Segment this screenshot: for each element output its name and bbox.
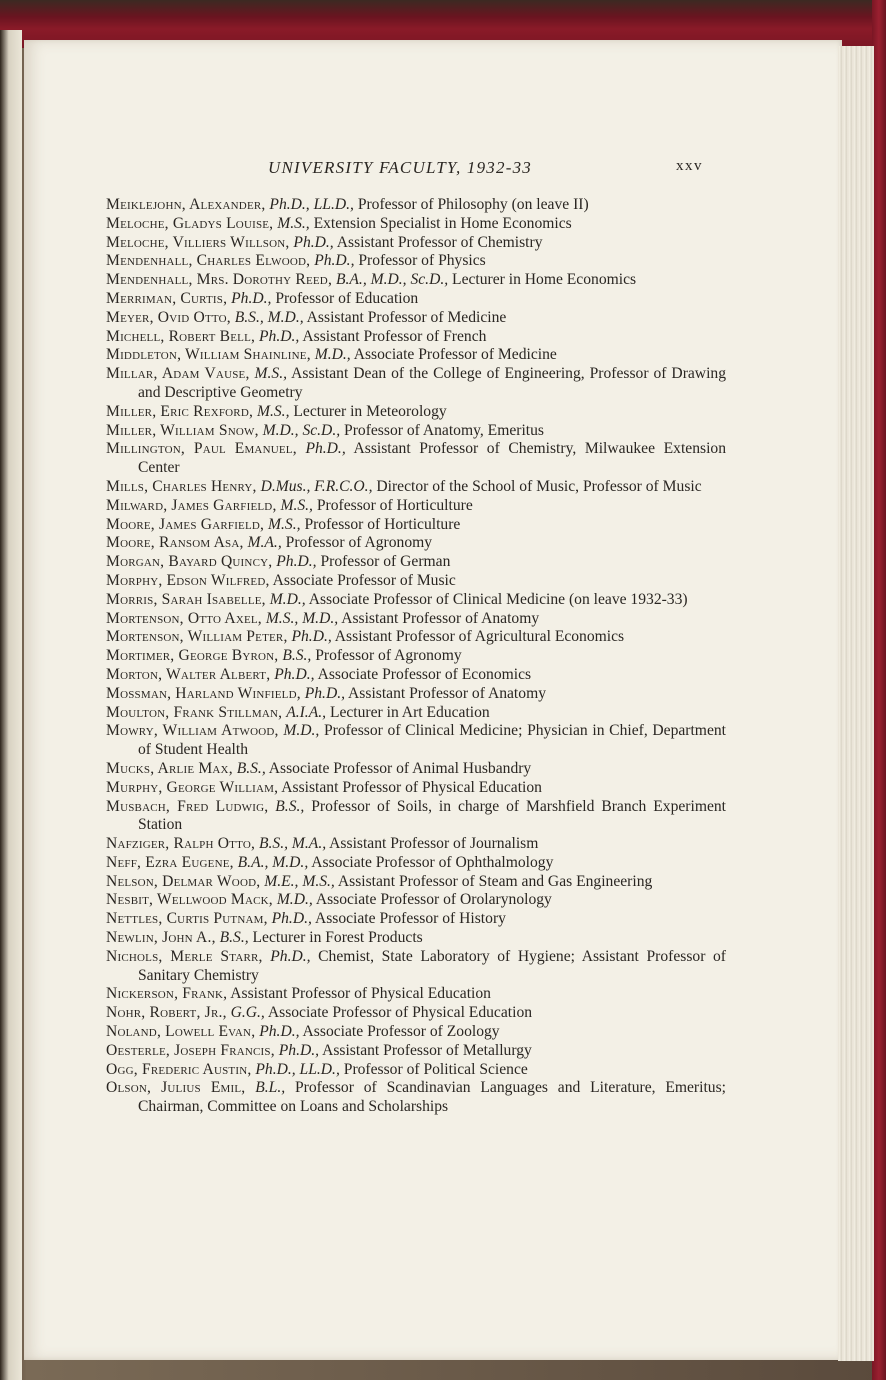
faculty-degrees: Ph.D.,	[293, 233, 334, 251]
faculty-title: Professor of Philosophy (on leave II)	[357, 196, 589, 213]
faculty-degrees: B.L.,	[255, 1079, 286, 1097]
faculty-title: Lecturer in Forest Products	[252, 929, 423, 947]
faculty-title: Assistant Professor of Journalism	[329, 835, 539, 853]
faculty-name: Miller, Eric Rexford,	[106, 402, 254, 420]
faculty-title: Professor of Horticulture	[316, 496, 473, 514]
faculty-title: Professor of Clinical Medicine; Physician in Chief, Department of Student Health	[138, 722, 726, 759]
faculty-degrees: Ph.D., LL.D.,	[255, 1060, 340, 1078]
faculty-entry	[106, 929, 726, 948]
faculty-entry	[106, 891, 726, 910]
faculty-entry	[106, 422, 726, 441]
faculty-title: Assistant Professor of Anatomy	[341, 609, 540, 627]
faculty-title: Professor of Agronomy	[285, 534, 433, 552]
faculty-name: Nettles, Curtis Putnam,	[106, 910, 268, 928]
faculty-degrees: B.S.,	[219, 929, 249, 947]
faculty-entry	[106, 271, 726, 290]
faculty-name: Mortenson, Otto Axel,	[106, 609, 262, 627]
faculty-entry	[106, 1061, 726, 1080]
faculty-name: Neff, Ezra Eugene,	[106, 853, 234, 871]
faculty-name: Mendenhall, Charles Elwood,	[106, 252, 311, 270]
faculty-entry	[106, 873, 726, 892]
faculty-title: Assistant Dean of the College of Engineering, Professor of Drawing and Descriptive Geometry	[138, 365, 726, 401]
faculty-title: Lecturer in Art Education	[329, 703, 490, 721]
faculty-title: Assistant Professor of Metallurgy	[322, 1041, 532, 1059]
faculty-name: Olson, Julius Emil,	[106, 1079, 246, 1097]
faculty-entry	[106, 610, 726, 629]
faculty-entry	[106, 685, 726, 704]
faculty-degrees: B.S., M.D.,	[234, 308, 304, 326]
faculty-title: Associate Professor of Physical Education	[267, 1004, 533, 1022]
faculty-title: Professor of Anatomy, Emeritus	[344, 421, 544, 439]
faculty-title: Assistant Professor of Medicine	[306, 308, 507, 326]
faculty-degrees: B.S.,	[236, 759, 266, 777]
faculty-entry	[106, 647, 726, 666]
faculty-title: Professor of Scandinavian Languages and Literature, Emeritus; Chairman, Committee on Loans and Scholarships	[138, 1079, 726, 1116]
faculty-entry	[106, 948, 726, 986]
faculty-entry	[106, 704, 726, 723]
faculty-name: Musbach, Fred Ludwig,	[106, 797, 269, 815]
faculty-name: Mendenhall, Mrs. Dorothy Reed,	[106, 271, 333, 289]
faculty-name: Nichols, Merle Starr,	[106, 947, 263, 965]
faculty-title: Associate Professor of Zoology	[302, 1023, 500, 1041]
faculty-name: Nesbit, Wellwood Mack,	[106, 891, 273, 909]
faculty-title: Extension Specialist in Home Economics	[313, 214, 572, 232]
faculty-degrees: M.S., M.D.,	[265, 609, 339, 627]
faculty-name: Moore, James Garfield,	[106, 515, 265, 533]
book-cover-right-edge	[872, 0, 886, 1380]
faculty-name: Oesterle, Joseph Francis,	[106, 1041, 275, 1059]
faculty-entry	[106, 985, 726, 1004]
faculty-entry	[106, 835, 726, 854]
faculty-entry	[106, 252, 726, 271]
faculty-entry	[106, 854, 726, 873]
faculty-name: Mucks, Arlie Max,	[106, 759, 233, 777]
previous-page-edge	[0, 30, 22, 1380]
faculty-entry	[106, 628, 726, 647]
faculty-degrees: Ph.D.,	[270, 947, 311, 965]
faculty-name: Moulton, Frank Stillman,	[106, 703, 283, 721]
faculty-entry	[106, 1004, 726, 1023]
faculty-name: Mortenson, William Peter,	[106, 628, 288, 646]
running-header	[24, 158, 842, 182]
faculty-title: Assistant Professor of Chemistry, Milwaukee Extension Center	[138, 440, 726, 477]
faculty-entry	[106, 572, 726, 591]
faculty-entry	[106, 215, 726, 234]
faculty-degrees: Ph.D.,	[291, 628, 332, 646]
faculty-degrees: Ph.D.,	[305, 440, 346, 458]
faculty-title: Assistant Professor of French	[302, 327, 487, 345]
faculty-degrees: Ph.D.,	[278, 1041, 320, 1059]
faculty-title: Chemist, State Laboratory of Hygiene; Assistant Professor of Sanitary Chemistry	[138, 947, 726, 984]
faculty-degrees: Ph.D.,	[274, 665, 315, 683]
faculty-name: Nickerson, Frank,	[106, 985, 228, 1003]
faculty-title: Professor of German	[320, 553, 451, 571]
faculty-entry	[106, 534, 726, 553]
faculty-entry	[106, 760, 726, 779]
faculty-name: Mowry, William Atwood,	[106, 722, 279, 740]
faculty-degrees: Ph.D.,	[259, 327, 300, 345]
faculty-entry	[106, 1023, 726, 1042]
faculty-entry	[106, 196, 726, 215]
faculty-name: Meloche, Villiers Willson,	[106, 233, 290, 251]
faculty-degrees: M.D., Sc.D.,	[262, 421, 341, 439]
page-number: xxv	[676, 158, 703, 174]
faculty-degrees: Ph.D.,	[271, 910, 312, 928]
faculty-title: Assistant Professor of Anatomy	[348, 684, 546, 702]
faculty-name: Mills, Charles Henry,	[106, 477, 257, 495]
faculty-name: Milward, James Garfield,	[106, 496, 277, 514]
faculty-name: Meloche, Gladys Louise,	[106, 214, 274, 232]
faculty-entry	[106, 798, 726, 836]
faculty-entry	[106, 910, 726, 929]
faculty-degrees: M.A.,	[247, 534, 282, 552]
faculty-degrees: M.E., M.S.,	[264, 872, 335, 890]
faculty-entry	[106, 290, 726, 309]
faculty-title: Professor of Political Science	[343, 1060, 528, 1078]
faculty-title: Associate Professor of Animal Husbandry	[268, 759, 532, 777]
faculty-degrees: B.A., M.D.,	[237, 853, 309, 871]
faculty-entry	[106, 722, 726, 760]
faculty-name: Michell, Robert Bell,	[106, 327, 256, 345]
faculty-entry	[106, 365, 726, 403]
faculty-entry	[106, 1079, 726, 1117]
faculty-name: Moore, Ransom Asa,	[106, 534, 244, 552]
faculty-degrees: M.D.,	[269, 590, 306, 608]
faculty-name: Nafziger, Ralph Otto,	[106, 835, 256, 853]
faculty-degrees: B.A., M.D., Sc.D.,	[335, 271, 449, 289]
faculty-entry	[106, 440, 726, 478]
faculty-name: Ogg, Frederic Austin,	[106, 1060, 252, 1078]
faculty-entry	[106, 1042, 726, 1061]
faculty-name: Nohr, Robert, Jr.,	[106, 1004, 227, 1022]
faculty-title: Professor of Agronomy	[315, 647, 462, 665]
faculty-entry	[106, 666, 726, 685]
faculty-name: Newlin, John A.,	[106, 929, 216, 947]
faculty-entry	[106, 328, 726, 347]
faculty-title: Associate Professor of Ophthalmology	[311, 853, 554, 871]
faculty-entry	[106, 497, 726, 516]
faculty-list	[106, 196, 726, 1117]
faculty-degrees: Ph.D.,	[231, 289, 272, 307]
faculty-name: Morris, Sarah Isabelle,	[106, 590, 266, 608]
faculty-title: Professor of Education	[275, 289, 419, 307]
faculty-degrees: M.S.,	[268, 515, 301, 533]
faculty-degrees: Ph.D.,	[276, 553, 317, 571]
running-header-title: UNIVERSITY FACULTY, 1932-33	[268, 158, 532, 177]
faculty-name: Millar, Adam Vause,	[106, 365, 250, 383]
faculty-degrees: Ph.D.,	[314, 252, 355, 270]
faculty-name: Mortimer, George Byron,	[106, 647, 279, 665]
faculty-title: Assistant Professor of Steam and Gas Engineering	[337, 872, 653, 890]
faculty-degrees: Ph.D., LL.D.,	[269, 196, 354, 213]
faculty-title: Lecturer in Home Economics	[452, 271, 637, 289]
faculty-entry	[106, 478, 726, 497]
faculty-title: Associate Professor of Orolarynology	[315, 891, 552, 909]
faculty-degrees: B.S.,	[282, 647, 312, 665]
faculty-entry	[106, 591, 726, 610]
faculty-entry	[106, 346, 726, 365]
faculty-title: Director of the School of Music, Professor of Music	[376, 477, 702, 495]
faculty-name: Morphy, Edson Wilfred,	[106, 571, 270, 589]
faculty-title: Associate Professor of History	[314, 910, 506, 928]
faculty-degrees: B.S.,	[275, 797, 305, 815]
faculty-title: Assistant Professor of Agricultural Economics	[334, 628, 625, 646]
faculty-title: Associate Professor of Economics	[317, 665, 532, 683]
faculty-name: Meiklejohn, Alexander,	[106, 196, 266, 213]
faculty-name: Morton, Walter Albert,	[106, 665, 271, 683]
faculty-degrees: D.Mus., F.R.C.O.,	[260, 477, 373, 495]
faculty-entry	[106, 309, 726, 328]
faculty-entry	[106, 553, 726, 572]
faculty-degrees: M.S.,	[257, 402, 290, 420]
faculty-name: Noland, Lowell Evan,	[106, 1023, 256, 1041]
faculty-title: Assistant Professor of Physical Education	[281, 778, 542, 796]
faculty-title: Professor of Physics	[358, 252, 486, 270]
faculty-degrees: Ph.D.,	[304, 684, 345, 702]
faculty-name: Middleton, William Shainline,	[106, 346, 311, 364]
page-stack-edge	[838, 46, 874, 1361]
faculty-degrees: M.D.,	[276, 891, 313, 909]
faculty-degrees: B.S., M.A.,	[258, 835, 327, 853]
faculty-degrees: M.S.,	[277, 214, 310, 232]
faculty-title: Professor of Soils, in charge of Marshfield Branch Experiment Station	[138, 797, 727, 834]
faculty-degrees: M.S.,	[254, 365, 288, 383]
faculty-degrees: A.I.A.,	[286, 703, 327, 721]
faculty-title: Associate Professor of Music	[272, 571, 456, 589]
faculty-title: Professor of Horticulture	[304, 515, 461, 533]
faculty-entry	[106, 779, 726, 798]
faculty-degrees: G.G.,	[230, 1004, 265, 1022]
faculty-title: Assistant Professor of Physical Education	[230, 985, 491, 1003]
faculty-degrees: M.S.,	[280, 496, 313, 514]
faculty-name: Nelson, Delmar Wood,	[106, 872, 261, 890]
faculty-name: Millington, Paul Emanuel,	[106, 440, 297, 458]
faculty-title: Associate Professor of Medicine	[353, 346, 557, 364]
faculty-name: Morgan, Bayard Quincy,	[106, 553, 273, 571]
faculty-degrees: Ph.D.,	[259, 1023, 300, 1041]
faculty-name: Miller, William Snow,	[106, 421, 259, 439]
faculty-name: Murphy, George William,	[106, 778, 279, 796]
faculty-title: Associate Professor of Clinical Medicine (on leave 1932-33)	[308, 590, 688, 608]
faculty-degrees: M.D.,	[283, 722, 320, 740]
faculty-title: Assistant Professor of Chemistry	[336, 233, 543, 251]
faculty-name: Merriman, Curtis,	[106, 289, 228, 307]
faculty-entry	[106, 234, 726, 253]
faculty-title: Lecturer in Meteorology	[293, 402, 447, 420]
faculty-degrees: M.D.,	[314, 346, 351, 364]
faculty-name: Mossman, Harland Winfield,	[106, 684, 301, 702]
faculty-entry	[106, 403, 726, 422]
faculty-entry	[106, 516, 726, 535]
faculty-name: Meyer, Ovid Otto,	[106, 308, 231, 326]
